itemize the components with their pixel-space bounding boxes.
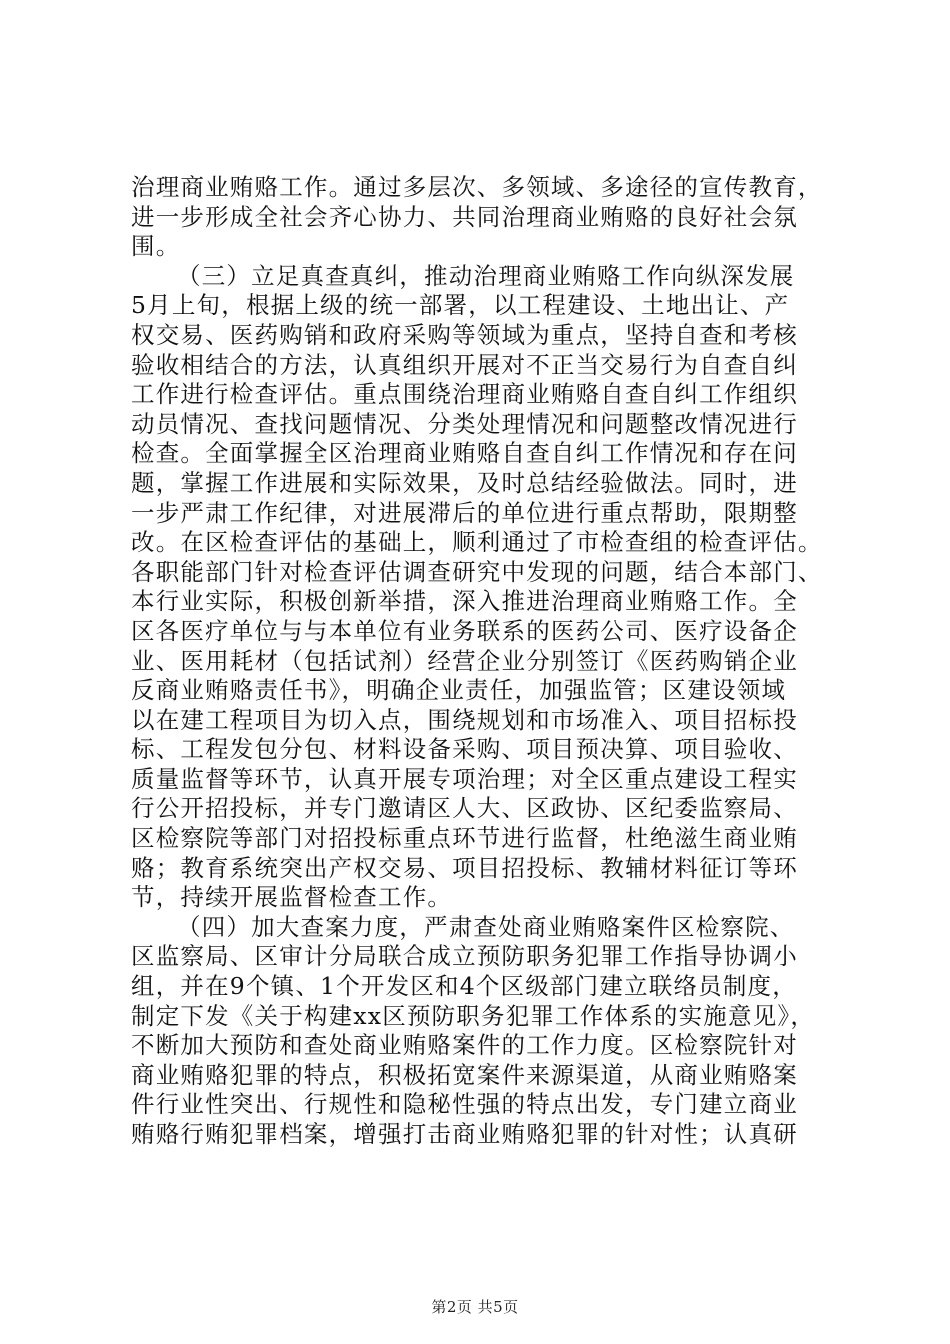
text-line: 组，并在9个镇、1个开发区和4个区级部门建立联络员制度， — [131, 972, 797, 1001]
text-line: 验收相结合的方法，认真组织开展对不正当交易行为自查自纠 — [131, 350, 798, 379]
text-line: 检查。全面掌握全区治理商业贿赂自查自纠工作情况和存在问 — [131, 439, 798, 468]
text-line: 题，掌握工作进展和实际效果，及时总结经验做法。同时，进 — [131, 468, 798, 497]
text-line: 标、工程发包分包、材料设备采购、项目预决算、项目验收、 — [131, 735, 798, 764]
text-line: 区监察局、区审计分局联合成立预防职务犯罪工作指导协调小 — [131, 942, 798, 971]
text-line: 贿赂行贿犯罪档案，增强打击商业贿赂犯罪的针对性；认真研 — [131, 1120, 798, 1148]
paragraph-heading-line: （三）立足真查真纠，推动治理商业贿赂工作向纵深发展 — [177, 261, 795, 290]
text-line: 制定下发《关于构建xx区预防职务犯罪工作体系的实施意见》， — [131, 1001, 816, 1030]
text-line: 以在建工程项目为切入点，围绕规划和市场准入、项目招标投 — [131, 705, 798, 734]
text-line: 反商业贿赂责任书》，明确企业责任，加强监管；区建设领域 — [131, 676, 787, 705]
text-line: 业、医用耗材（包括试剂）经营企业分别签订《医药购销企业 — [131, 646, 798, 675]
page-footer: 第2页 共5页 — [431, 1298, 519, 1316]
text-line: 质量监督等环节，认真开展专项治理；对全区重点建设工程实 — [131, 764, 798, 793]
text-line: 权交易、医药购销和政府采购等领域为重点，坚持自查和考核 — [131, 320, 798, 349]
text-line: 本行业实际，积极创新举措，深入推进治理商业贿赂工作。全 — [131, 587, 798, 616]
text-line: 5月上旬，根据上级的统一部署，以工程建设、土地出让、产 — [131, 291, 790, 320]
text-line: 进一步形成全社会齐心协力、共同治理商业贿赂的良好社会氛 — [131, 202, 798, 231]
text-line: 件行业性突出、行规性和隐秘性强的特点出发，专门建立商业 — [131, 1090, 798, 1119]
text-line: 区各医疗单位与与本单位有业务联系的医药公司、医疗设备企 — [131, 616, 798, 645]
text-line: 围。 — [131, 232, 181, 261]
text-line: 行公开招投标，并专门邀请区人大、区政协、区纪委监察局、 — [131, 794, 798, 823]
text-line: 不断加大预防和查处商业贿赂案件的工作力度。区检察院针对 — [131, 1031, 798, 1060]
text-line: 一步严肃工作纪律，对进展滞后的单位进行重点帮助，限期整 — [131, 498, 798, 527]
text-line: 商业贿赂犯罪的特点，积极拓宽案件来源渠道，从商业贿赂案 — [131, 1060, 798, 1089]
paragraph-heading-line: （四）加大查案力度，严肃查处商业贿赂案件区检察院、 — [177, 912, 795, 941]
text-line: 区检察院等部门对招投标重点环节进行监督，杜绝滋生商业贿 — [131, 824, 798, 853]
text-line: 动员情况、查找问题情况、分类处理情况和问题整改情况进行 — [131, 409, 798, 438]
document-body — [131, 173, 831, 1150]
text-line: 工作进行检查评估。重点围绕治理商业贿赂自查自纠工作组织 — [131, 380, 798, 409]
text-line: 各职能部门针对检查评估调查研究中发现的问题，结合本部门、 — [131, 557, 823, 586]
text-line: 治理商业贿赂工作。通过多层次、多领域、多途径的宣传教育， — [131, 173, 823, 201]
text-line: 改。在区检查评估的基础上，顺利通过了市检查组的检查评估。 — [131, 528, 823, 557]
text-line: 节，持续开展监督检查工作。 — [131, 883, 453, 912]
text-line: 赂；教育系统突出产权交易、项目招投标、教辅材料征订等环 — [131, 853, 798, 882]
